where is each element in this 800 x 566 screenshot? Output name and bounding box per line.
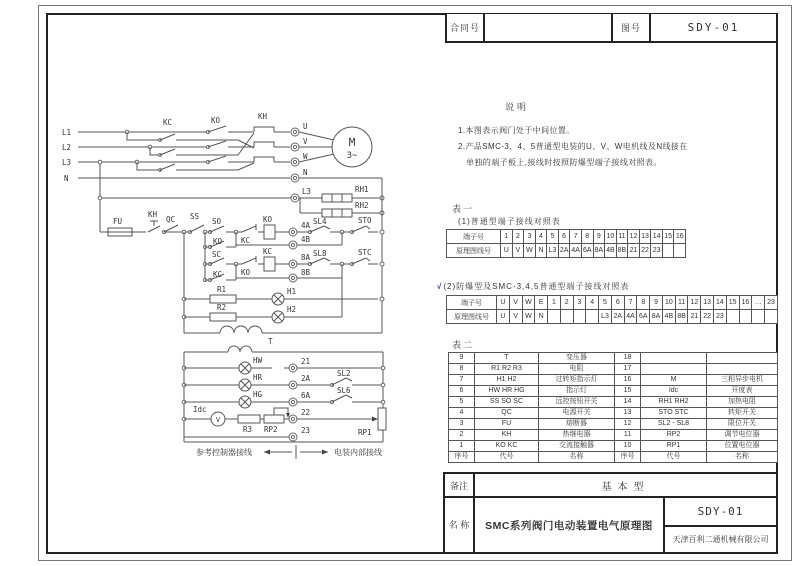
table-cell: KO KC	[475, 441, 539, 452]
label-kc-nc: KC	[241, 236, 251, 245]
table-cell: QC	[475, 408, 539, 419]
lamp-hw-symbol	[239, 362, 251, 374]
table-row	[449, 441, 778, 452]
table-cell: L3	[547, 244, 559, 258]
contract-no-label: 合同号	[447, 14, 485, 41]
name-label: 名 称	[445, 498, 475, 552]
label-8b: 8B	[301, 268, 311, 277]
table-row	[449, 375, 778, 386]
table-cell: 11	[615, 430, 641, 441]
motor-symbol	[299, 127, 372, 167]
table-cell: 13	[639, 230, 651, 244]
table1-sub1-title: (1)普通型端子接线对照表	[458, 217, 561, 226]
table-row	[447, 230, 686, 244]
table-cell: 2A	[558, 244, 570, 258]
table-cell: 16	[739, 296, 752, 310]
label-hw: HW	[253, 356, 263, 365]
titleblock-drawing-no: SDY-01	[665, 498, 776, 527]
remark-value: 基本型	[601, 481, 650, 493]
table-cell: U	[497, 310, 510, 324]
table-cell: 电源开关	[539, 408, 615, 419]
table-cell: 端子号	[447, 296, 497, 310]
table-cell: 变压器	[539, 353, 615, 364]
table-cell	[548, 310, 561, 324]
table-cell: 5	[599, 296, 612, 310]
table-cell: 15	[615, 386, 641, 397]
terminal-w	[291, 158, 299, 166]
table-cell: V	[509, 310, 522, 324]
table-cell: 4	[535, 230, 547, 244]
table-cell: E	[535, 296, 548, 310]
table-cell: 6	[558, 230, 570, 244]
table-cell: 名称	[539, 452, 615, 463]
contactor-ko-contacts	[206, 126, 226, 164]
kc-nc-contact	[242, 224, 256, 232]
table-cell: 转矩开关	[707, 408, 778, 419]
heater-rh2-symbol	[322, 209, 352, 217]
table-cell: RP1	[641, 441, 707, 452]
heater-rh1-symbol	[322, 194, 352, 202]
label-sto: STO	[358, 216, 372, 225]
table-cell: 7	[570, 230, 582, 244]
table1-sub2-title: √(2)防爆型及SMC-3,4,5普通型端子接线对照表	[437, 282, 630, 291]
terminal-6a	[289, 398, 297, 406]
motor-phase-label: 3~	[346, 151, 358, 161]
contract-no-value	[485, 14, 613, 41]
table-cell: 代号	[641, 452, 707, 463]
table-cell: V	[512, 244, 524, 258]
table-cell	[641, 364, 707, 375]
label-sl8: SL8	[313, 249, 327, 258]
table-cell: 2	[512, 230, 524, 244]
table-cell	[586, 310, 599, 324]
table-cell: 三相异步电机	[707, 375, 778, 386]
table-row	[449, 386, 778, 397]
label-v: V	[303, 137, 308, 146]
table-cell: 8	[449, 364, 475, 375]
table-cell: 8	[581, 230, 593, 244]
wiring-legend	[196, 445, 382, 459]
torque-switch-sto	[352, 226, 370, 232]
table-cell: …	[752, 296, 765, 310]
table-cell: 8A	[593, 244, 605, 258]
label-4a: 4A	[301, 221, 311, 230]
label-r1: R1	[217, 285, 227, 294]
table-cell	[765, 310, 778, 324]
label-so: SO	[212, 217, 222, 226]
label-23: 23	[301, 426, 311, 435]
table-row	[449, 408, 778, 419]
table-cell: L3	[599, 310, 612, 324]
table-cell: SS SO SC	[475, 397, 539, 408]
thermal-relay-kh-symbol	[254, 127, 274, 162]
table1-title: 表一	[452, 204, 475, 214]
lamp-hg-symbol	[239, 396, 251, 408]
table-cell	[573, 310, 586, 324]
limit-switch-sl2	[332, 378, 352, 385]
table-cell	[739, 310, 752, 324]
table-cell: 原理图线号	[447, 244, 501, 258]
table-cell	[726, 310, 739, 324]
table-cell: 21	[628, 244, 640, 258]
table2-title: 表二	[452, 340, 475, 350]
table-cell	[674, 244, 686, 258]
label-sl6: SL6	[337, 386, 351, 395]
legend-left-label: 参考控制器接线	[196, 448, 252, 457]
ko-coil-symbol	[264, 225, 275, 239]
table-cell: 15	[726, 296, 739, 310]
table-cell: 代号	[475, 452, 539, 463]
label-rh2: RH2	[355, 201, 369, 210]
table-cell: 5	[547, 230, 559, 244]
label-idc: Idc	[193, 405, 207, 414]
label-hg: HG	[253, 390, 263, 399]
table-cell: 10	[662, 296, 675, 310]
label-r2: R2	[217, 303, 227, 312]
table-cell: 14	[714, 296, 727, 310]
table-cell: 22	[639, 244, 651, 258]
terminal-22	[289, 415, 297, 423]
table-row	[449, 353, 778, 364]
table-cell: 21	[688, 310, 701, 324]
table-cell: W	[522, 310, 535, 324]
table-cell: W	[524, 244, 536, 258]
legend-right-label: 电装内部接线	[334, 448, 382, 457]
table-cell: 4A	[570, 244, 582, 258]
table-cell: 6A	[637, 310, 650, 324]
table-cell: FU	[475, 419, 539, 430]
lamp-hr-symbol	[239, 379, 251, 391]
label-r3: R3	[243, 425, 253, 434]
thermal-contact-kh	[148, 221, 160, 232]
header-strip	[445, 13, 778, 43]
limit-switch-sl6	[332, 395, 352, 402]
terminal-table-normal	[446, 229, 686, 258]
label-n-left: N	[64, 174, 69, 183]
terminal-table-explosionproof	[446, 295, 778, 324]
table-cell: 开度表	[707, 386, 778, 397]
label-qc: QC	[166, 215, 176, 224]
table-cell: 6A	[581, 244, 593, 258]
table-cell	[752, 310, 765, 324]
resistor-r1-symbol	[210, 295, 236, 303]
table-cell: 指示灯	[539, 386, 615, 397]
table-cell: 16	[615, 375, 641, 386]
table-cell: H1 H2	[475, 375, 539, 386]
label-rh1: RH1	[355, 185, 369, 194]
table-cell: 8	[637, 296, 650, 310]
table-cell: 16	[674, 230, 686, 244]
table-cell: 23	[765, 296, 778, 310]
component-list-table	[448, 352, 778, 463]
limit-switch-sl8	[310, 258, 330, 264]
label-ko-aux: KO	[213, 237, 223, 246]
table-cell: 23	[651, 244, 663, 258]
table-cell: 14	[615, 397, 641, 408]
terminal-21	[289, 364, 297, 372]
table-cell: 7	[624, 296, 637, 310]
table-cell: 电阻	[539, 364, 615, 375]
table-cell: 6	[611, 296, 624, 310]
remark-label: 备注	[445, 474, 475, 496]
table-cell: 2A	[611, 310, 624, 324]
drawing-title: SMC系列阀门电动装置电气原理图	[475, 498, 665, 552]
table-cell: 11	[616, 230, 628, 244]
table-cell	[560, 310, 573, 324]
label-kc: KC	[163, 118, 173, 127]
selector-switch-ss	[190, 225, 204, 232]
terminal-4b	[289, 241, 297, 249]
resistor-r2-symbol	[210, 313, 236, 321]
terminal-n	[291, 174, 299, 182]
label-4b: 4B	[301, 235, 311, 244]
label-kc-aux: KC	[213, 270, 223, 279]
label-l2: L2	[62, 143, 72, 152]
table-cell: SL2 - SL8	[641, 419, 707, 430]
resistor-r3-symbol	[238, 415, 260, 423]
table-cell: 位置电位器	[707, 441, 778, 452]
table-cell: 3	[573, 296, 586, 310]
limit-switch-sl4	[310, 226, 330, 232]
table-row	[449, 364, 778, 375]
table-cell: 9	[449, 353, 475, 364]
schematic-labels	[62, 112, 372, 437]
table-cell: 过转矩指示灯	[539, 375, 615, 386]
table-cell: T	[475, 353, 539, 364]
label-21: 21	[301, 357, 311, 366]
lamp-h1-symbol	[272, 293, 284, 305]
table-cell: 1	[449, 441, 475, 452]
table-cell: 序号	[615, 452, 641, 463]
label-sl2: SL2	[337, 369, 351, 378]
table-cell: 11	[675, 296, 688, 310]
table-row	[447, 296, 778, 310]
table-row	[449, 419, 778, 430]
table-cell: 12	[688, 296, 701, 310]
terminal-2a	[289, 381, 297, 389]
terminals	[289, 128, 299, 441]
table-cell: 8B	[675, 310, 688, 324]
table-cell: 3	[449, 419, 475, 430]
open-button-so	[210, 226, 224, 232]
label-fu: FU	[113, 217, 123, 226]
table-cell: 加热电阻	[707, 397, 778, 408]
table-row	[447, 310, 778, 324]
table-cell: 13	[701, 296, 714, 310]
check-mark: √	[437, 282, 443, 291]
table-cell: 端子号	[447, 230, 501, 244]
label-l3: L3	[62, 158, 72, 167]
terminal-23	[289, 433, 297, 441]
table-cell: U	[497, 296, 510, 310]
table-cell: 熔断器	[539, 419, 615, 430]
table-cell: 5	[449, 397, 475, 408]
table-cell: 15	[662, 230, 674, 244]
note-line-1: 1.本图表示阀门处于中间位置。	[458, 126, 575, 135]
label-ko-nc: KO	[241, 268, 251, 277]
terminal-v	[291, 143, 299, 151]
label-6a: 6A	[301, 391, 311, 400]
table-cell: W	[522, 296, 535, 310]
heater-circuit	[98, 160, 384, 232]
table-row	[449, 452, 778, 463]
terminal-u	[291, 128, 299, 136]
table-cell: 4B	[662, 310, 675, 324]
table-cell: 17	[615, 364, 641, 375]
table-row	[449, 397, 778, 408]
table-cell: 10	[605, 230, 617, 244]
label-kh2: KH	[148, 210, 158, 219]
table-cell: U	[501, 244, 513, 258]
table-cell: STO STC	[641, 408, 707, 419]
table-cell: 4	[449, 408, 475, 419]
terminal-8b	[289, 274, 297, 282]
label-rp1: RP1	[358, 428, 372, 437]
table-cell: 12	[628, 230, 640, 244]
label-kh: KH	[258, 112, 268, 121]
table-cell: 13	[615, 408, 641, 419]
table-row	[447, 244, 686, 258]
table-cell: 交流接触器	[539, 441, 615, 452]
notes-title: 说明	[505, 102, 530, 112]
table-row	[449, 430, 778, 441]
table-cell: RP2	[641, 430, 707, 441]
notes-block	[458, 123, 688, 171]
table-cell: 9	[593, 230, 605, 244]
table-cell: 2	[560, 296, 573, 310]
title-block	[443, 472, 778, 554]
table-cell: M	[641, 375, 707, 386]
table-cell: 序号	[449, 452, 475, 463]
transformer-primary-coil	[220, 326, 262, 333]
potentiometer-rp2-symbol	[264, 415, 284, 423]
table-cell	[707, 364, 778, 375]
drawing-no-label: 图号	[613, 14, 651, 41]
kc-coil-symbol	[264, 257, 275, 271]
table-cell: N	[535, 310, 548, 324]
table-cell: 8B	[616, 244, 628, 258]
table-cell: 1	[548, 296, 561, 310]
table-cell: HW HR HG	[475, 386, 539, 397]
label-voltmeter: V	[215, 416, 221, 424]
power-switch-qc	[164, 225, 178, 232]
secondary-circuit	[182, 346, 386, 442]
motor-label: M	[348, 136, 356, 149]
table-cell: 14	[651, 230, 663, 244]
table-cell: RH1 RH2	[641, 397, 707, 408]
label-stc: STC	[358, 248, 372, 257]
label-sc: SC	[212, 250, 222, 259]
table-cell: 4B	[605, 244, 617, 258]
table-cell: 热继电器	[539, 430, 615, 441]
table-cell: 限位开关	[707, 419, 778, 430]
contactor-kc-contacts	[125, 130, 254, 171]
terminal-l3	[291, 194, 299, 202]
label-h1: H1	[287, 287, 297, 296]
table-cell: Idc	[641, 386, 707, 397]
label-8a: 8A	[301, 253, 311, 262]
company-name: 天津百利二通机械有限公司	[672, 535, 769, 544]
table-cell: 23	[714, 310, 727, 324]
table-cell: 18	[615, 353, 641, 364]
table-cell	[707, 353, 778, 364]
table-cell: KH	[475, 430, 539, 441]
table-cell: 名称	[707, 452, 778, 463]
table-cell	[641, 353, 707, 364]
label-w: W	[303, 152, 308, 161]
label-2a: 2A	[301, 374, 311, 383]
table-cell: R1 R2 R3	[475, 364, 539, 375]
note-line-2: 2.产品SMC-3、4、5普通型电装的U、V、W电机线及N线接在	[458, 142, 688, 151]
lamp-h2-symbol	[272, 311, 284, 323]
table-cell: 4A	[624, 310, 637, 324]
table-cell: 22	[701, 310, 714, 324]
table-cell: 1	[501, 230, 513, 244]
table-cell	[662, 244, 674, 258]
label-n-term: N	[303, 168, 308, 177]
table-cell: 远控按钮开关	[539, 397, 615, 408]
table-cell: 8A	[650, 310, 663, 324]
table-cell: 调节电位器	[707, 430, 778, 441]
table-cell: N	[535, 244, 547, 258]
label-l1: L1	[62, 128, 72, 137]
label-t: T	[268, 337, 273, 346]
drawing-no-value: SDY-01	[687, 21, 740, 34]
table-cell: 2	[449, 430, 475, 441]
table-cell: 10	[615, 441, 641, 452]
table-cell: V	[509, 296, 522, 310]
label-ss: SS	[190, 212, 200, 221]
note-line-3: 单独的端子板上,接线时按照防爆型端子接线对照表。	[466, 158, 662, 167]
table-cell: 9	[650, 296, 663, 310]
torque-switch-stc	[352, 258, 370, 264]
table-cell: 原理图线号	[447, 310, 497, 324]
label-u: U	[303, 122, 308, 131]
label-22: 22	[301, 408, 311, 417]
label-l3-term: L3	[302, 187, 312, 196]
table-cell: 7	[449, 375, 475, 386]
transformer-secondary-coil	[228, 346, 252, 352]
table-cell: 3	[524, 230, 536, 244]
table-cell: 6	[449, 386, 475, 397]
label-h2: H2	[287, 305, 297, 314]
potentiometer-rp1-symbol	[378, 408, 386, 430]
label-rp2: RP2	[264, 425, 278, 434]
terminal-4a	[289, 228, 297, 236]
terminal-8a	[289, 260, 297, 268]
label-ko-coil: KO	[263, 215, 273, 224]
table-cell: 4	[586, 296, 599, 310]
table-cell: 12	[615, 419, 641, 430]
label-sl4: SL4	[313, 217, 327, 226]
label-kc-coil: KC	[263, 247, 273, 256]
label-hr: HR	[253, 373, 263, 382]
ko-nc-contact	[242, 256, 256, 264]
label-ko: KO	[211, 116, 221, 125]
